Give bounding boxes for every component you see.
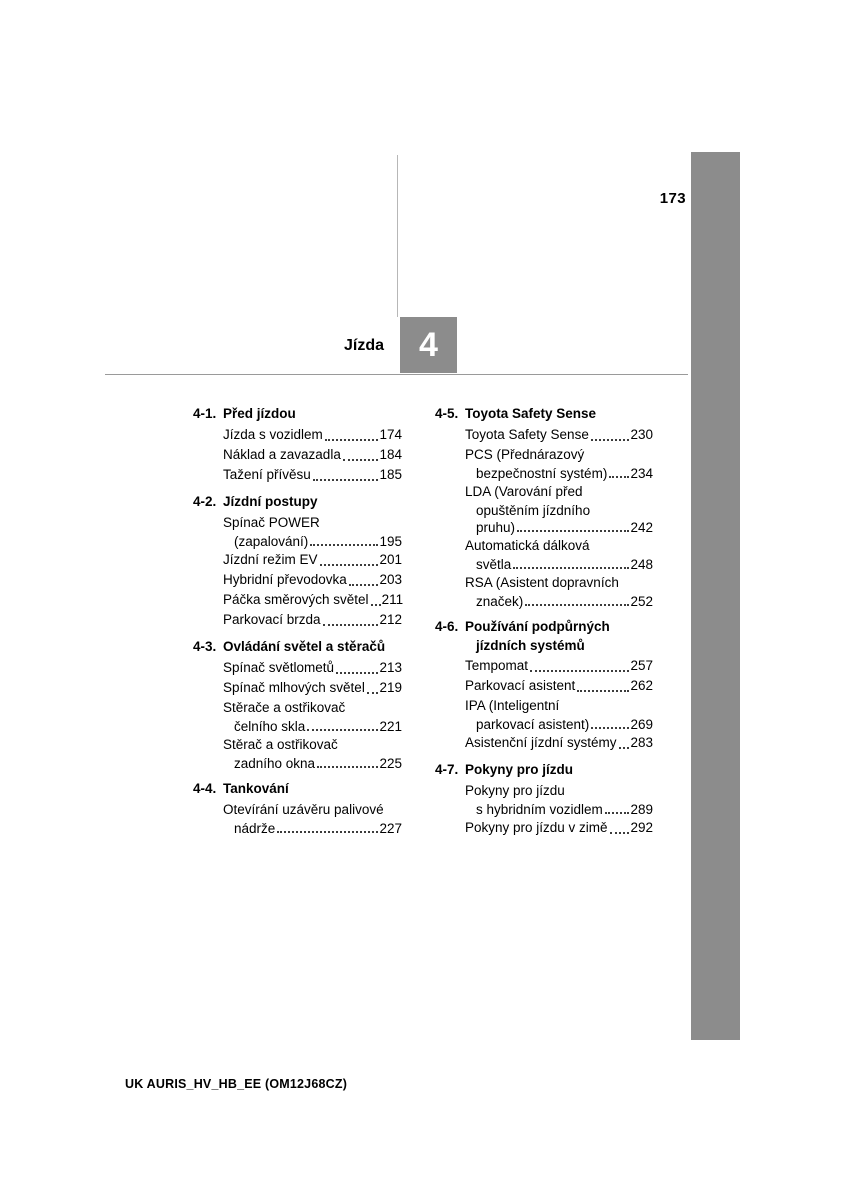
toc-section [193, 492, 402, 630]
entry-label: opuštěním jízdního [476, 503, 591, 518]
entry-label: Hybridní převodovka [223, 572, 347, 587]
entry-line [223, 718, 402, 735]
leader-dots [323, 624, 379, 626]
leader-dots [610, 832, 630, 834]
entry-label: parkovací asistent) [476, 717, 590, 732]
toc-entry [435, 425, 653, 445]
entry-label: světla [476, 557, 512, 572]
entry-page-number: 201 [379, 552, 402, 567]
entry-line [223, 445, 402, 465]
leader-dots [317, 766, 378, 768]
entry-label: Náklad a zavazadla [223, 447, 341, 462]
entry-label: Tažení přívěsu [223, 467, 311, 482]
section-number: 4-3. [193, 639, 217, 654]
leader-dots [530, 670, 629, 672]
entry-line [223, 755, 402, 772]
entry-line [465, 425, 653, 445]
chapter-number-box: 4 [400, 317, 457, 373]
toc-entry [193, 698, 402, 735]
entry-line [223, 465, 402, 485]
toc-section [193, 404, 402, 485]
entry-label: IPA (Inteligentní [465, 698, 560, 713]
entry-label: čelního skla [234, 719, 306, 734]
leader-dots [609, 476, 629, 478]
entry-page-number: 185 [379, 467, 402, 482]
section-number: 4-4. [193, 781, 217, 796]
entry-line [465, 656, 653, 676]
section-header [193, 404, 402, 424]
section-title [465, 617, 653, 655]
entry-label: Stěrač a ostřikovač [223, 737, 338, 752]
entry-page-number: 225 [379, 756, 402, 771]
chapter-sidebar-tab [691, 152, 740, 1040]
toc-entry [193, 735, 402, 772]
section-title [465, 760, 653, 780]
leader-dots [310, 544, 378, 546]
entry-label: Parkovací asistent [465, 678, 576, 693]
toc-entry [435, 781, 653, 818]
entry-page-number: 230 [630, 427, 653, 442]
entry-page-number: 292 [630, 820, 653, 835]
entry-label: Stěrače a ostřikovač [223, 700, 346, 715]
entry-line [465, 593, 653, 610]
entry-label: Toyota Safety Sense [465, 427, 589, 442]
section-title-line: Pokyny pro jízdu [465, 762, 574, 777]
entry-line [465, 556, 653, 573]
entry-label: Jízda s vozidlem [223, 427, 323, 442]
entry-line [223, 610, 402, 630]
entry-line [223, 658, 402, 678]
entry-label: Parkovací brzda [223, 612, 321, 627]
toc-entry [193, 570, 402, 590]
entry-page-number: 174 [379, 427, 402, 442]
page-number: 173 [659, 190, 686, 207]
table-of-contents [193, 404, 653, 845]
toc-entry [435, 676, 653, 696]
toc-entry [435, 818, 653, 838]
entry-page-number: 221 [379, 719, 402, 734]
entry-page-number: 211 [381, 592, 404, 607]
horizontal-divider [105, 374, 688, 375]
entry-label: (zapalování) [234, 534, 309, 549]
entry-page-number: 289 [630, 802, 653, 817]
entry-page-number: 195 [379, 534, 402, 549]
entry-page-number: 213 [379, 660, 402, 675]
entry-label: značek) [476, 594, 524, 609]
toc-entry [193, 658, 402, 678]
entry-label: Páčka směrových světel [223, 592, 369, 607]
entry-line [223, 820, 402, 837]
toc-entry [435, 733, 653, 753]
section-title-line: Tankování [223, 781, 289, 796]
toc-entry [435, 656, 653, 676]
leader-dots [577, 690, 629, 692]
entry-line [465, 818, 653, 838]
section-title-line: jízdních systémů [476, 638, 585, 653]
toc-section [193, 637, 402, 772]
section-header [193, 492, 402, 512]
entry-line [223, 570, 402, 590]
entry-page-number: 283 [630, 735, 653, 750]
section-number: 4-7. [435, 762, 459, 777]
section-title [223, 637, 402, 657]
toc-entry [193, 445, 402, 465]
entry-label: LDA (Varování před [465, 484, 583, 499]
entry-line [223, 590, 402, 610]
entry-label: RSA (Asistent dopravních [465, 575, 619, 590]
leader-dots [371, 604, 381, 606]
entry-line [465, 716, 653, 733]
section-number: 4-2. [193, 494, 217, 509]
vertical-divider [397, 155, 398, 317]
toc-entry [435, 696, 653, 733]
toc-entry [193, 465, 402, 485]
leader-dots [619, 747, 630, 749]
document-code: UK AURIS_HV_HB_EE (OM12J68CZ) [125, 1077, 348, 1091]
entry-label: Spínač POWER [223, 515, 320, 530]
section-title [465, 404, 653, 424]
toc-entry [193, 590, 402, 610]
leader-dots [591, 439, 630, 441]
toc-column [193, 404, 402, 845]
entry-page-number: 203 [379, 572, 402, 587]
entry-line [465, 519, 653, 536]
section-title-line: Toyota Safety Sense [465, 406, 597, 421]
toc-entry [193, 678, 402, 698]
toc-section [193, 779, 402, 837]
leader-dots [277, 831, 378, 833]
entry-line [223, 425, 402, 445]
leader-dots [605, 812, 630, 814]
entry-line [465, 801, 653, 818]
section-number: 4-5. [435, 406, 459, 421]
section-title-line: Používání podpůrných [465, 619, 610, 634]
leader-dots [349, 584, 379, 586]
entry-page-number: 269 [630, 717, 653, 732]
section-title [223, 492, 402, 512]
entry-page-number: 248 [630, 557, 653, 572]
section-title [223, 779, 402, 799]
entry-label: Jízdní režim EV [223, 552, 318, 567]
section-header [435, 617, 653, 655]
section-number: 4-1. [193, 406, 217, 421]
toc-entry [435, 536, 653, 573]
toc-entry [193, 800, 402, 837]
leader-dots [313, 479, 379, 481]
entry-label: Spínač mlhových světel [223, 680, 365, 695]
entry-page-number: 219 [379, 680, 402, 695]
toc-entry [435, 445, 653, 482]
entry-label: Spínač světlometů [223, 660, 335, 675]
toc-column [435, 404, 653, 845]
chapter-title: Jízda [343, 337, 384, 354]
section-title-line: Před jízdou [223, 406, 296, 421]
entry-page-number: 234 [630, 466, 653, 481]
section-header [435, 760, 653, 780]
entry-label: Asistenční jízdní systémy [465, 735, 617, 750]
entry-label: Pokyny pro jízdu [465, 783, 565, 798]
entry-page-number: 252 [630, 594, 653, 609]
section-title-line: Jízdní postupy [223, 494, 318, 509]
entry-line [223, 678, 402, 698]
toc-entry [193, 513, 402, 550]
entry-page-number: 212 [379, 612, 402, 627]
leader-dots [517, 530, 629, 532]
entry-page-number: 257 [630, 658, 653, 673]
entry-label: zadního okna [234, 756, 316, 771]
leader-dots [343, 459, 379, 461]
entry-label: Pokyny pro jízdu v zimě [465, 820, 608, 835]
toc-entry [193, 425, 402, 445]
entry-page-number: 262 [630, 678, 653, 693]
entry-label: nádrže [234, 821, 276, 836]
entry-label: s hybridním vozidlem [476, 802, 603, 817]
toc-section [435, 760, 653, 838]
leader-dots [591, 727, 629, 729]
section-header [193, 779, 402, 799]
leader-dots [307, 729, 378, 731]
toc-section [435, 617, 653, 753]
entry-label: pruhu) [476, 520, 516, 535]
entry-page-number: 227 [379, 821, 402, 836]
entry-label: bezpečnostní systém) [476, 466, 608, 481]
leader-dots [513, 567, 629, 569]
entry-label: Otevírání uzávěru palivové [223, 802, 384, 817]
entry-line [465, 465, 653, 482]
leader-dots [367, 692, 379, 694]
leader-dots [325, 439, 379, 441]
entry-line [465, 733, 653, 753]
toc-section [435, 404, 653, 610]
section-title-line: Ovládání světel a stěračů [223, 639, 386, 654]
toc-entry [435, 482, 653, 536]
entry-line [465, 676, 653, 696]
entry-line [223, 550, 402, 570]
entry-line [223, 533, 402, 550]
section-header [193, 637, 402, 657]
entry-label: PCS (Přednárazový [465, 447, 585, 462]
leader-dots [336, 672, 378, 674]
section-title [223, 404, 402, 424]
toc-entry [435, 573, 653, 610]
toc-entry [193, 610, 402, 630]
entry-page-number: 242 [630, 520, 653, 535]
leader-dots [525, 604, 629, 606]
section-number: 4-6. [435, 619, 459, 634]
section-header [435, 404, 653, 424]
entry-label: Automatická dálková [465, 538, 590, 553]
toc-entry [193, 550, 402, 570]
entry-label: Tempomat [465, 658, 529, 673]
entry-page-number: 184 [379, 447, 402, 462]
leader-dots [320, 564, 379, 566]
